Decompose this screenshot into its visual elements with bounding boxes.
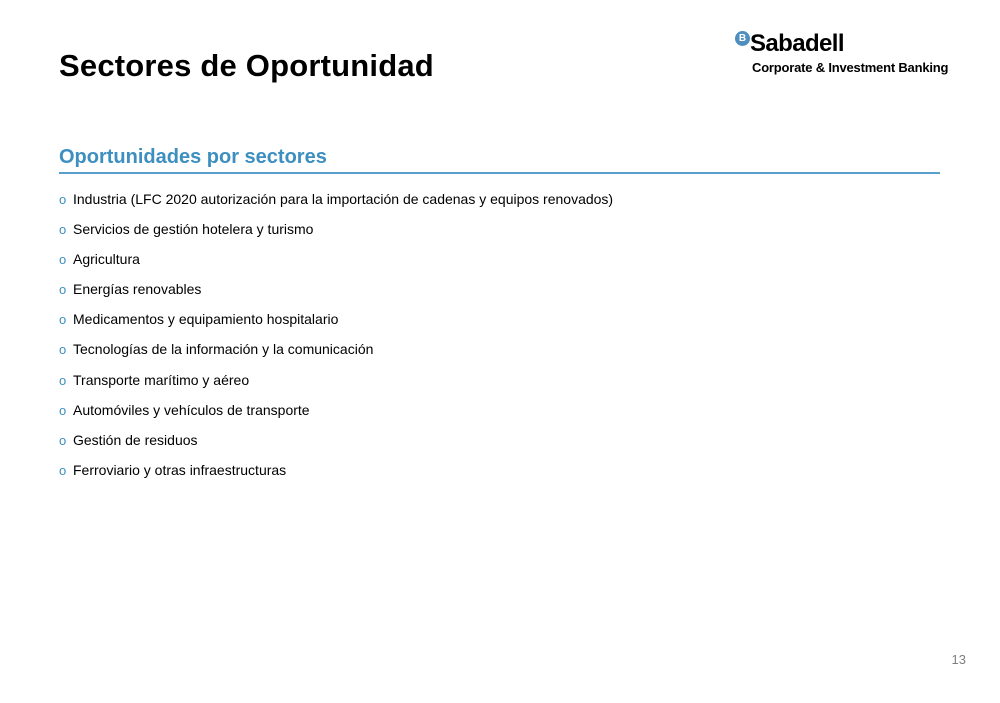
sector-label: Agricultura: [73, 251, 140, 268]
logo-mark-icon: B: [735, 31, 750, 46]
sector-label: Ferroviario y otras infraestructuras: [73, 461, 287, 478]
bullet-icon: o: [59, 462, 67, 478]
sector-item-residuos: [59, 430, 613, 460]
sector-label: Automóviles y vehículos de transporte: [73, 401, 310, 418]
bullet-icon: o: [59, 312, 67, 328]
section-divider: [59, 172, 940, 174]
sector-list: [59, 189, 613, 490]
sector-label: Transporte marítimo y aéreo: [73, 371, 250, 388]
sabadell-logo: [735, 30, 949, 81]
page-number: 13: [951, 652, 966, 667]
sector-label: Energías renovables: [73, 281, 202, 298]
bullet-icon: o: [59, 252, 67, 268]
sector-item-transporte: [59, 370, 613, 400]
sector-label: Tecnologías de la información y la comunicación: [73, 341, 374, 358]
slide-title: Sectores de Oportunidad: [59, 48, 434, 83]
sector-item-hoteleria-turismo: [59, 219, 613, 249]
bullet-icon: o: [59, 282, 67, 298]
bullet-icon: o: [59, 432, 67, 448]
sector-label: Gestión de residuos: [73, 431, 198, 448]
sector-item-agricultura: [59, 249, 613, 279]
bullet-icon: o: [59, 372, 67, 388]
sector-label: Servicios de gestión hotelera y turismo: [73, 221, 314, 238]
bullet-icon: o: [59, 342, 67, 358]
bullet-icon: o: [59, 222, 67, 238]
section-heading: Oportunidades por sectores: [59, 146, 327, 168]
sector-item-energias-renovables: [59, 279, 613, 309]
logo-tagline: Corporate & Investment Banking: [752, 60, 949, 75]
bullet-icon: o: [59, 192, 67, 207]
sector-item-medicamentos: [59, 309, 613, 339]
sector-item-ferroviario: [59, 460, 613, 490]
sector-label: Medicamentos y equipamiento hospitalario: [73, 311, 339, 328]
sector-item-industria: [59, 189, 613, 219]
bullet-icon: o: [59, 402, 67, 418]
sector-item-automoviles: [59, 400, 613, 430]
sector-label: Industria (LFC 2020 autorización para la importación de cadenas y equipos renovados): [73, 191, 614, 207]
sector-item-tic: [59, 339, 613, 369]
logo-name: Sabadell: [750, 30, 844, 57]
